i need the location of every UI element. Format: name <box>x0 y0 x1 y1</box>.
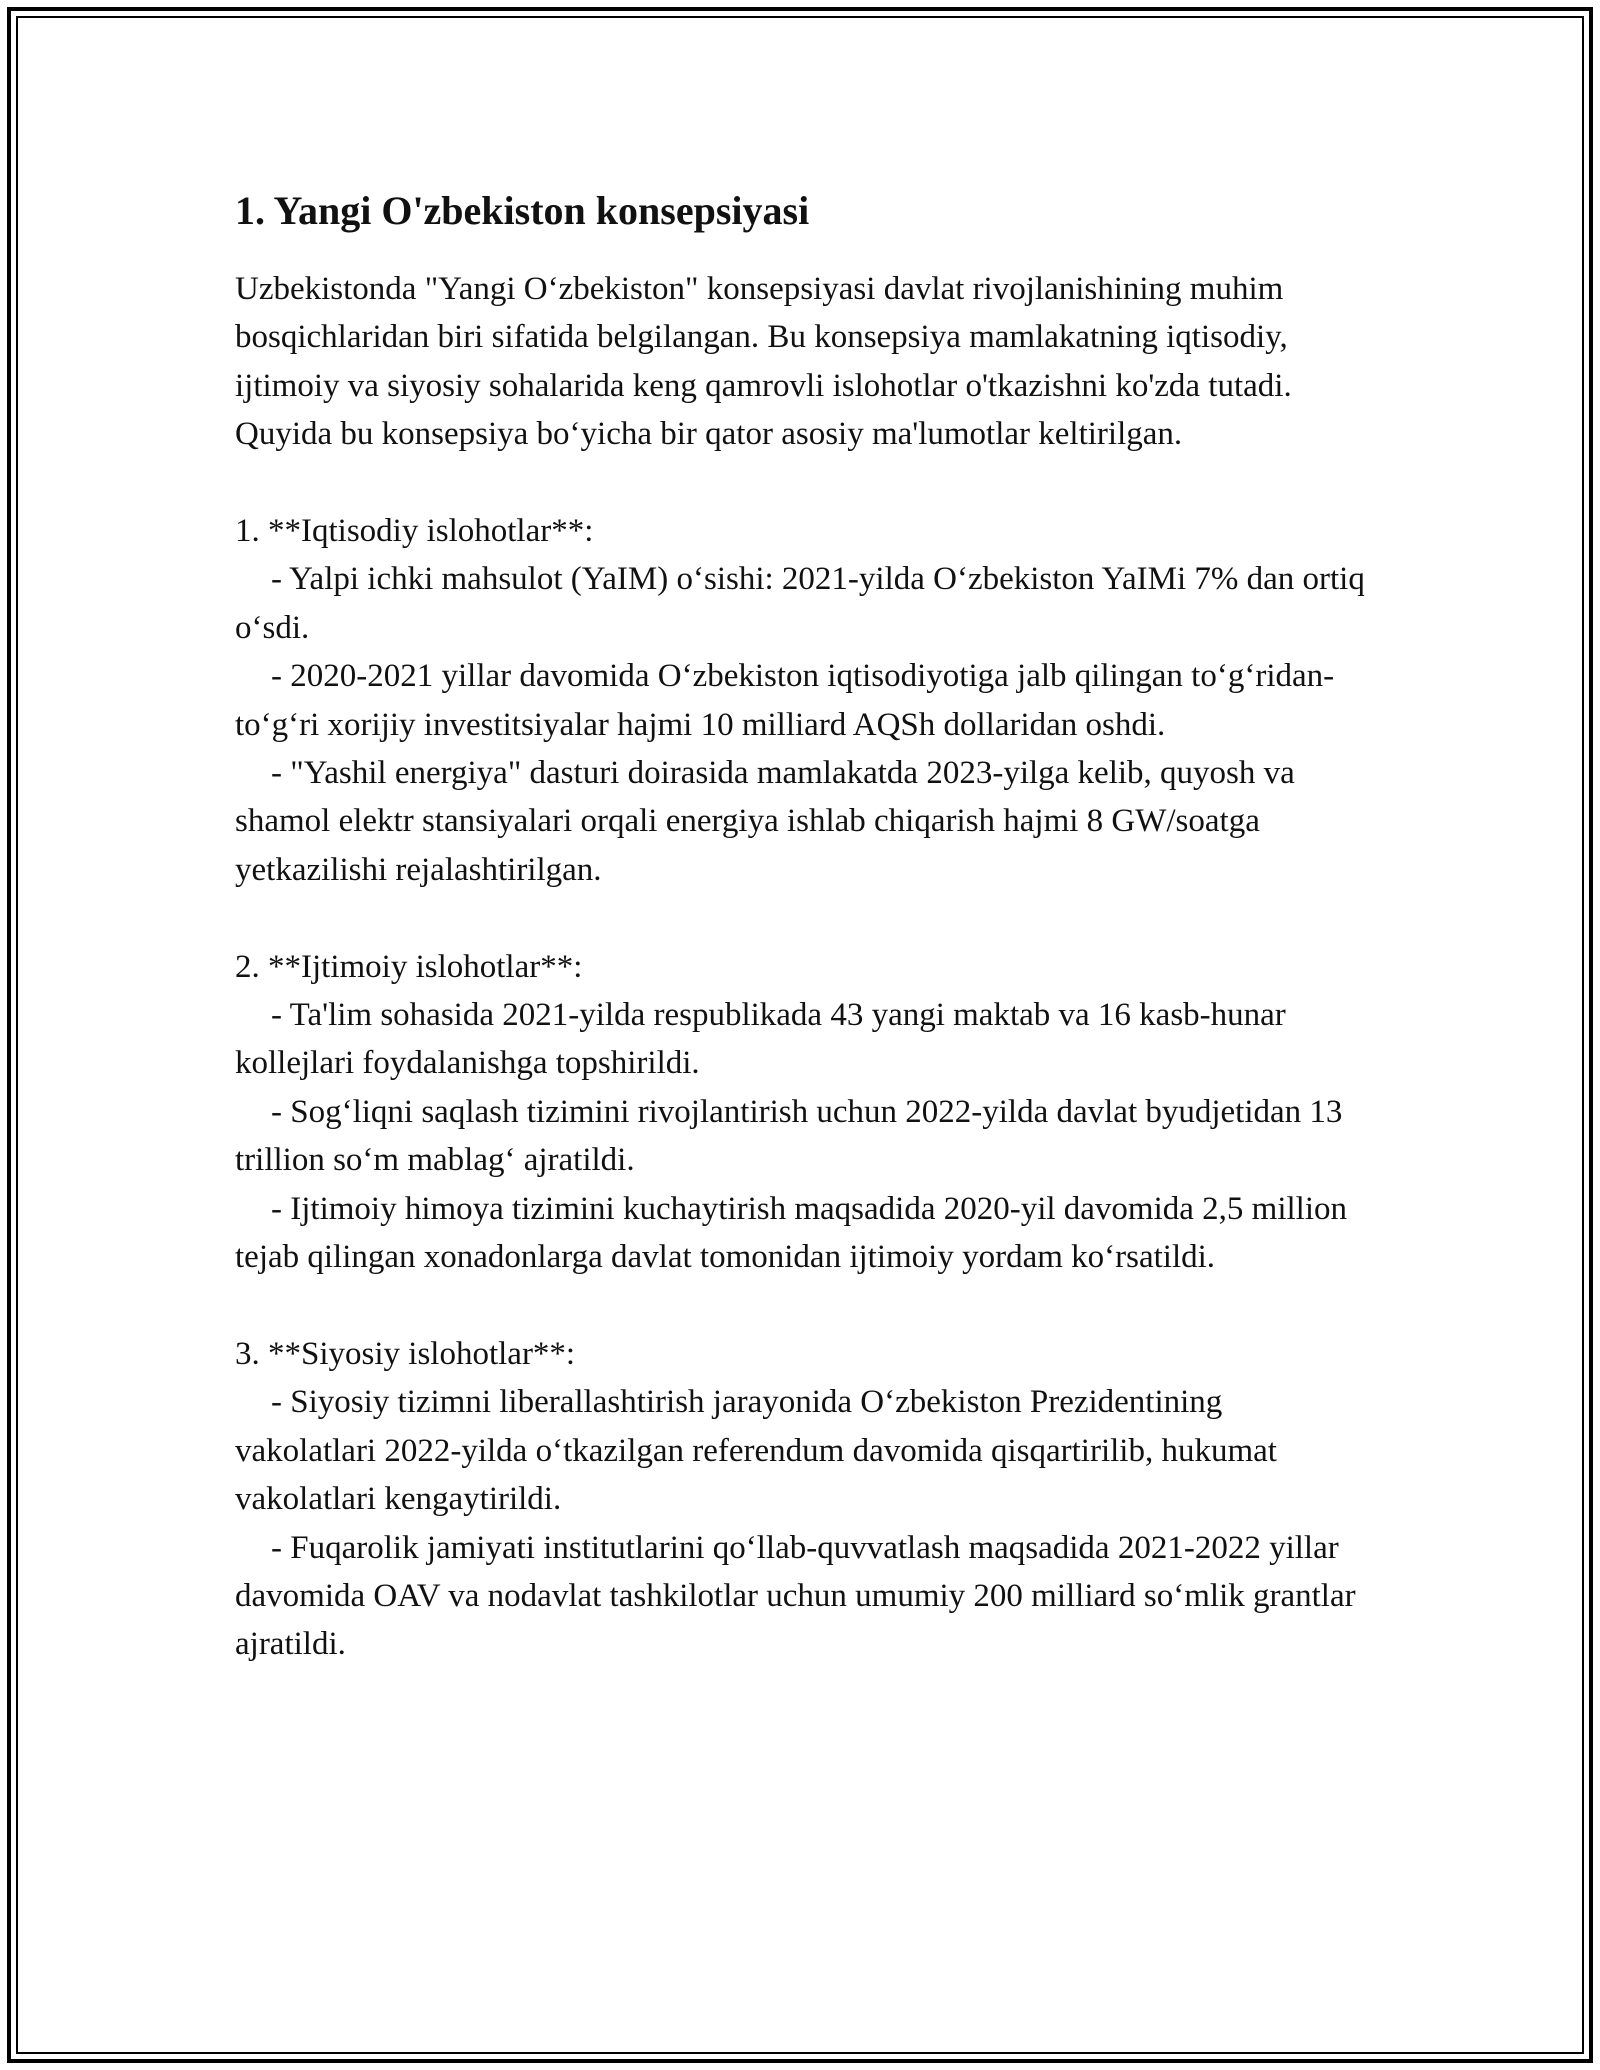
section-heading: 3. **Siyosiy islohotlar**: <box>235 1335 576 1372</box>
section-spacer <box>235 1282 1365 1330</box>
list-item: - "Yashil energiya" dasturi doirasida mamlakatda 2023-yilga kelib, quyosh va shamol elektr stansiyalari orqali energiya ishlab chiqarish hajmi 8 GW/soatga yetkazilishi rejalashtirilgan. <box>235 755 1295 888</box>
list-item: - Sog‘liqni saqlash tizimini rivojlantirish uchun 2022-yilda davlat byudjetidan 13 trillion so‘m mablag‘ ajratildi. <box>235 1093 1343 1179</box>
section-heading: 2. **Ijtimoiy islohotlar**: <box>235 948 583 985</box>
section-economic <box>235 507 1365 894</box>
list-item: - 2020-2021 yillar davomida O‘zbekiston iqtisodiyotiga jalb qilingan to‘g‘ridan-to‘g‘ri xorijiy investitsiyalar hajmi 10 milliard AQSh dollaridan oshdi. <box>235 658 1335 743</box>
list-item: - Fuqarolik jamiyati institutlarini qo‘llab-quvvatlash maqsadida 2021-2022 yillar davomida OAV va nodavlat tashkilotlar uchun umumiy 200 milliard so‘mlik grantlar ajratildi. <box>235 1529 1356 1663</box>
document-title: 1. Yangi O'zbekiston konsepsiyasi <box>235 188 810 233</box>
section-spacer <box>235 459 1365 507</box>
section-spacer <box>235 894 1365 942</box>
section-political <box>235 1330 1365 1669</box>
document-body <box>235 185 1365 1669</box>
section-heading: 1. **Iqtisodiy islohotlar**: <box>235 513 594 550</box>
intro-paragraph: Uzbekistonda "Yangi O‘zbekiston" konsepsiyasi davlat rivojlanishining muhim bosqichlaridan biri sifatida belgilangan. Bu konsepsiya mamlakatning iqtisodiy, ijtimoiy va siyosiy sohalarida keng qamrovli islohotlar o'tkazishni ko'zda tutadi. Quyida bu konsepsiya bo‘yicha bir qator asosiy ma'lumotlar keltirilgan. <box>235 271 1292 453</box>
section-social <box>235 943 1365 1282</box>
list-item: - Siyosiy tizimni liberallashtirish jarayonida O‘zbekiston Prezidentining vakolatlari 2022-yilda o‘tkazilgan referendum davomida qisqartirilib, hukumat vakolatlari kengaytirildi. <box>235 1384 1277 1518</box>
list-item: - Ta'lim sohasida 2021-yilda respublikada 43 yangi maktab va 16 kasb-hunar kollejlari foydalanishga topshirildi. <box>235 997 1286 1082</box>
list-item: - Ijtimoiy himoya tizimini kuchaytirish maqsadida 2020-yil davomida 2,5 million tejab qilingan xonadonlarga davlat tomonidan ijtimoiy yordam ko‘rsatildi. <box>235 1190 1348 1276</box>
list-item: - Yalpi ichki mahsulot (YaIM) o‘sishi: 2021-yilda O‘zbekiston YaIMi 7% dan ortiq o‘sdi. <box>235 561 1365 646</box>
